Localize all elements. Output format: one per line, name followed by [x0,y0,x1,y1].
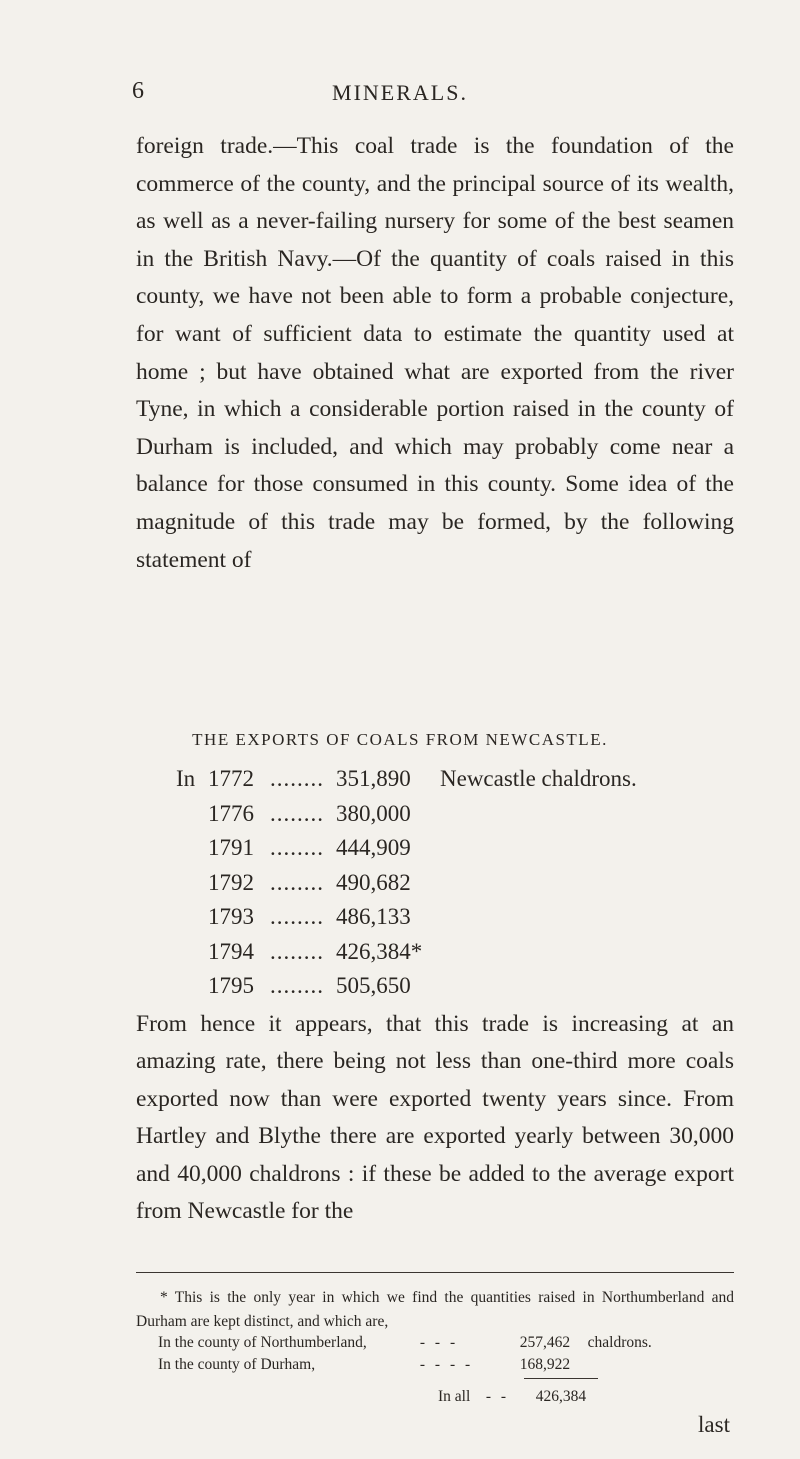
export-year: 1791 [208,835,254,860]
exports-table [176,762,637,1004]
export-value: 351,890 [336,766,411,791]
export-value: 490,682 [336,869,411,895]
footnote-row-durham [158,1356,584,1374]
export-year: 1776 [208,800,254,826]
footnote-total-dashes: - - [485,1388,510,1405]
footnote-row-label: In the county of Northumberland, [158,1334,367,1351]
footnote-divider [136,1272,734,1273]
footnote-total-value: 426,384 [535,1388,587,1405]
export-year: 1772 [208,766,254,791]
export-row [176,797,637,832]
export-year: 1795 [208,973,254,998]
footnote-total-label: In all [438,1388,471,1405]
year-prefix: In [176,766,196,791]
exports-table-heading: THE EXPORTS OF COALS FROM NEWCASTLE. [192,730,608,749]
footnote-row-value: 257,462 [519,1334,571,1351]
dot-leader: ........ [270,800,324,826]
export-year: 1794 [208,938,254,964]
footnote-row-dashes: - - - [419,1334,459,1351]
footnote-row-value: 168,922 [519,1356,571,1373]
export-value: 486,133 [336,904,411,929]
export-row [176,900,637,935]
paragraph-1: foreign trade.—This coal trade is the foundation of the commerce of the county, and the principal source of its wealth, as well as a never-failing nursery for some of the best seamen in the British Navy.—Of the quantity of coals raised in this county, we have not been able to form a probable conjecture, for want of sufficient data to estimate the quantity used at home ; but have obtained what are exported from the river Tyne, in which a considerable portion raised in the county of Durham is included, and which may probably come near a balance for those consumed in this county. Some idea of the magnitude of this trade may be formed, by the following statement of [136,133,734,573]
footnote-total [438,1388,586,1406]
export-row [176,762,637,797]
dot-leader: ........ [270,973,324,998]
footnote-text: * This is the only year in which we find the quantities raised in Northumberland and Durham are kept distinct, and which are, [136,1289,734,1330]
footnote-row-unit: chaldrons. [587,1334,652,1351]
paragraph-2: From hence it appears, that this trade is increasing at an amazing rate, there being not less than one-third more coals exported now than were exported twenty years since. From Hartley and Blythe there are exported yearly between 30,000 and 40,000 chaldrons : if these be added to the average export from Newcastle for the [136,1011,734,1225]
export-row [176,935,637,970]
export-value: 444,909 [336,835,411,860]
footnote-total-rule [524,1378,598,1379]
export-value: 505,650 [336,973,411,998]
footnote-row-label: In the county of Durham, [158,1356,316,1373]
dot-leader: ........ [270,938,324,964]
footnote-row-dashes: - - - - [419,1356,474,1373]
export-value: 426,384* [336,938,423,964]
footnote-row-northumberland [158,1334,652,1352]
running-head: MINERALS. [332,80,468,105]
dot-leader: ........ [270,869,324,895]
export-year: 1793 [208,904,254,929]
page-number: 6 [132,78,144,104]
export-year: 1792 [208,869,254,895]
export-unit: Newcastle chaldrons. [440,766,637,791]
export-value: 380,000 [336,800,411,826]
dot-leader: ........ [270,835,324,860]
export-row [176,969,637,1004]
export-row [176,831,637,866]
export-row [176,866,637,901]
dot-leader: ........ [270,766,324,791]
catchword: last [698,1412,730,1437]
dot-leader: ........ [270,904,324,929]
